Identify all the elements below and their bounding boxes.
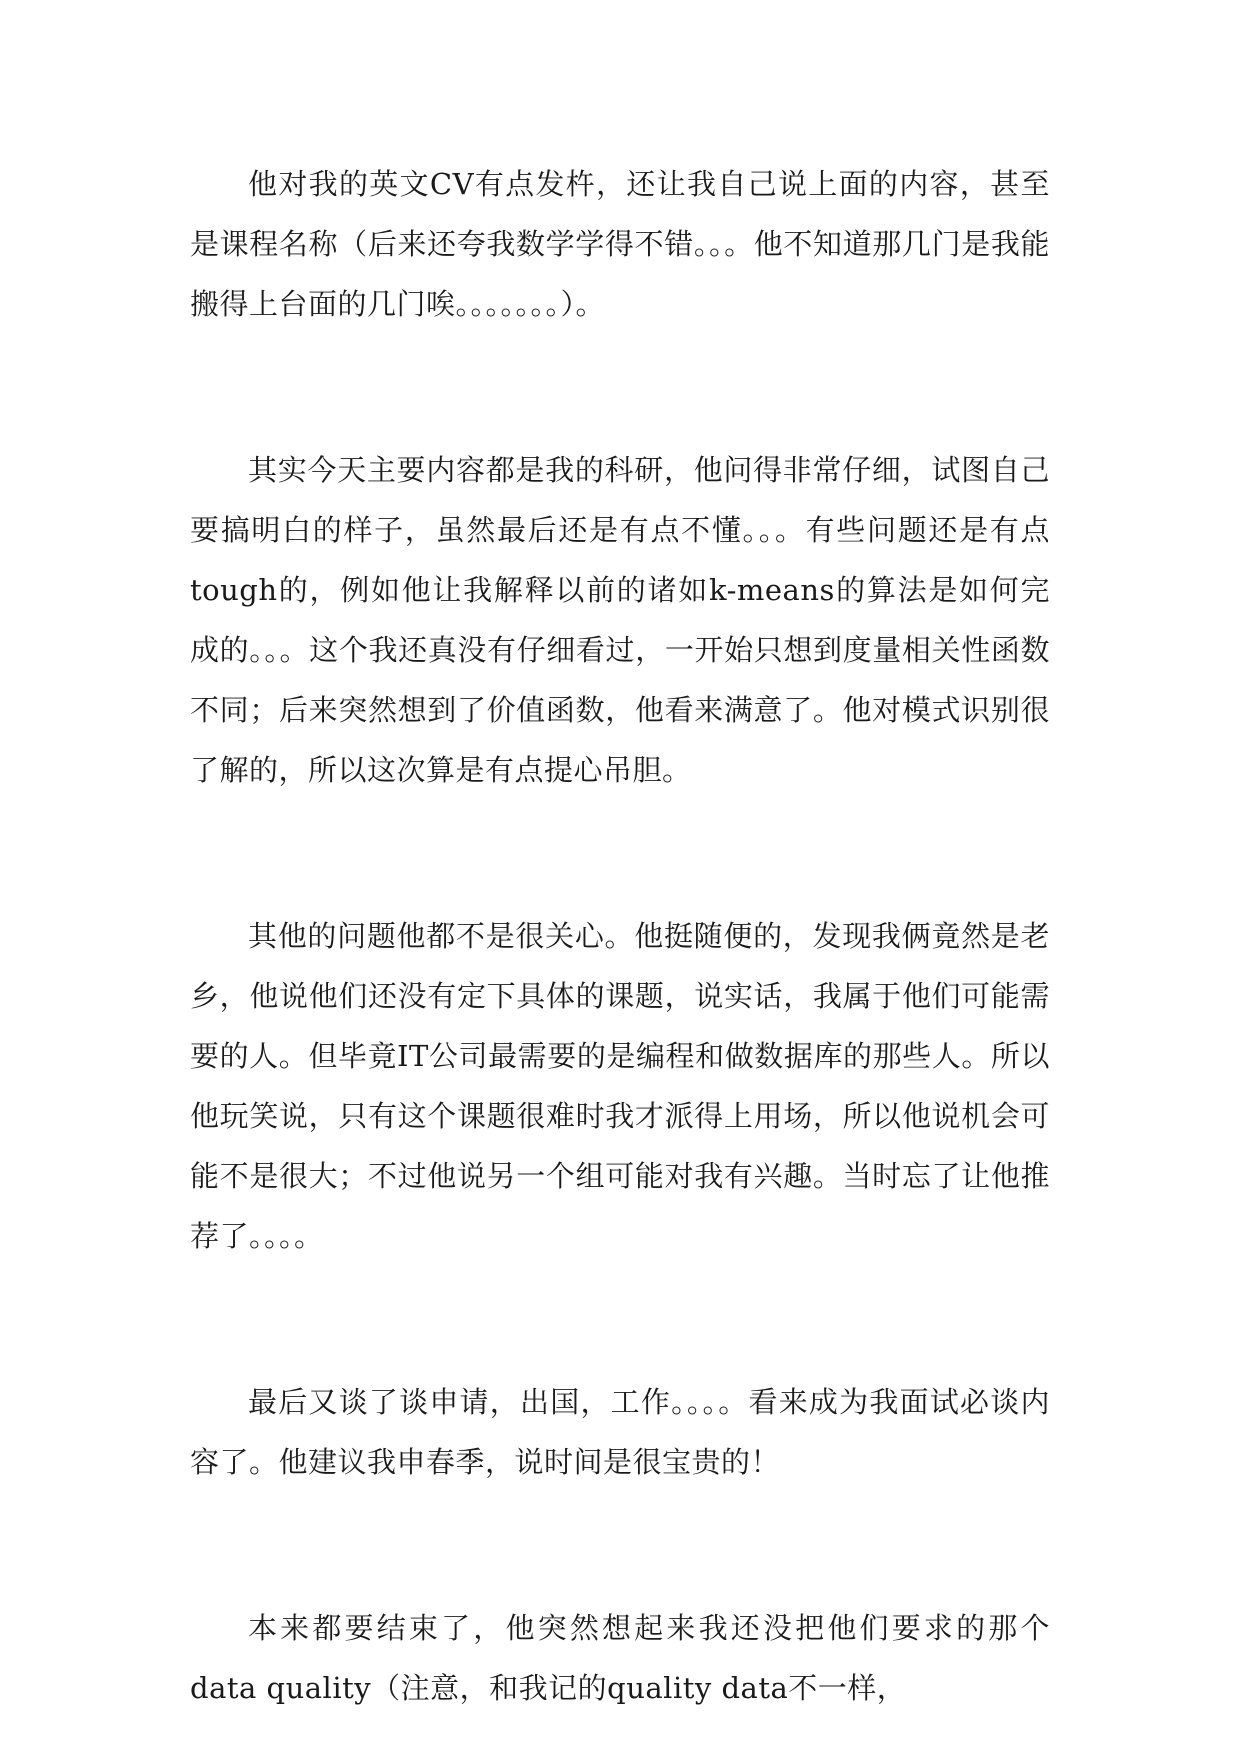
paragraph-gap <box>190 1266 1050 1372</box>
document-body <box>190 154 1050 1718</box>
paragraph-gap <box>190 800 1050 906</box>
paragraph-gap <box>190 1492 1050 1598</box>
paragraph-3: 其他的问题他都不是很关心。他挺随便的，发现我俩竟然是老乡，他说他们还没有定下具体的课题，说实话，我属于他们可能需要的人。但毕竟IT公司最需要的是编程和做数据库的那些人。所以他玩笑说，只有这个课题很难时我才派得上用场，所以他说机会可能不是很大；不过他说另一个组可能对我有兴趣。当时忘了让他推荐了。。。。 <box>190 919 1050 1253</box>
paragraph-1: 他对我的英文CV有点发杵，还让我自己说上面的内容，甚至是课程名称（后来还夸我数学学得不错。。。他不知道那几门是我能搬得上台面的几门唉。。。。。。。）。 <box>190 167 1050 321</box>
paragraph-2: 其实今天主要内容都是我的科研，他问得非常仔细，试图自己要搞明白的样子，虽然最后还是有点不懂。。。有些问题还是有点tough的，例如他让我解释以前的诸如k-means的算法是如何完成的。。。这个我还真没有仔细看过，一开始只想到度量相关性函数不同；后来突然想到了价值函数，他看来满意了。他对模式识别很了解的，所以这次算是有点提心吊胆。 <box>190 453 1050 787</box>
paragraph-4: 最后又谈了谈申请，出国，工作。。。。看来成为我面试必谈内容了。他建议我申春季，说时间是很宝贵的！ <box>190 1385 1050 1479</box>
paragraph-gap <box>190 334 1050 440</box>
paragraph-5: 本来都要结束了，他突然想起来我还没把他们要求的那个data quality（注意，和我记的quality data不一样， <box>190 1611 1050 1705</box>
